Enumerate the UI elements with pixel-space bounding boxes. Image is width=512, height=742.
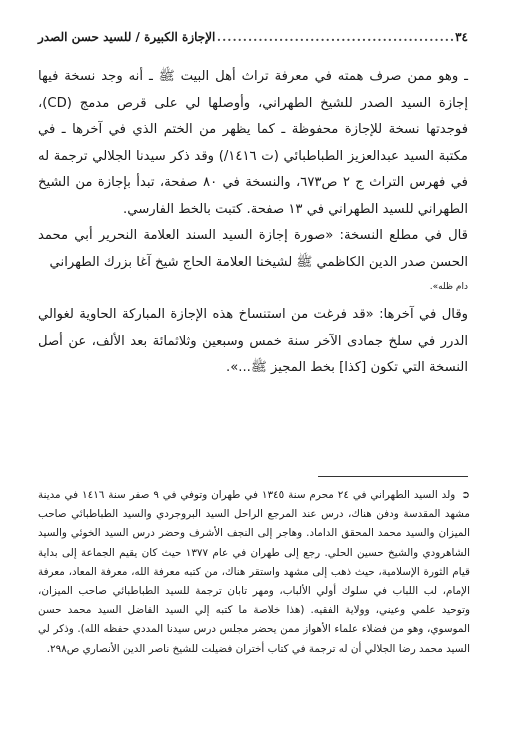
- footnote-separator: [318, 476, 468, 477]
- paragraph-2-continuation: دام ظله».: [429, 282, 468, 292]
- running-title: الإجازة الكبيرة / للسيد حسن الصدر: [38, 30, 216, 44]
- main-text: [38, 64, 468, 382]
- page-number: ٣٤: [455, 30, 468, 44]
- paragraph-1: ـ وهو ممن صرف همته في معرفة تراث أهل البيت ﷺ ـ أنه وجد نسخة فيها إجازة السيد الصدر للشيخ الطهراني، وأوصلها لي على قرص مدمج (CD)، فوجدتها نسخة للإجازة محفوظة ـ كما يظهر من الختم الذي في آخرها ـ في مكتبة السيد عبدالعزيز الطباطبائي (ت ١٤١٦/) وقد ذكر سيدنا الجلالي ترجمة له في فهرس التراث ج ٢ ص٦٧٣، والنسخة في ٨٠ صفحة، تبدأ بإجازة من الشيخ الطهراني للسيد الطهراني في ١٣ صفحة. كتبت بالخط الفارسي.: [38, 69, 468, 217]
- running-header: [38, 30, 468, 44]
- footnote-marker-icon: ➲: [461, 489, 470, 501]
- footnote-text: ولد السيد الطهراني في ٢٤ محرم سنة ١٣٤٥ في طهران وتوفي في ٩ صفر سنة ١٤١٦ في مدينة مشهد المقدسة ودفن هناك، درس عند المرجع الراحل السيد البروجردي والسيد الطباطبائي صاحب الميزان والسيد محمد المحقق الداماد. وهاجر إلى النجف الأشرف وحضر درس السيد الخوئي والسيد الشاهرودي والشيخ حسين الحلي. رجع إلى طهران في عام ١٣٧٧ حيث كان يقيم الجماعة إلى بداية قيام الثورة الإسلامية، حيث ذهب إلى مشهد واستقر هناك، من كتبه معرفة الله، معرفة المعاد، معرفة الإمام، لب اللباب في سلوك أولي الألباب، ومهر تابان ترجمة للسيد الطباطبائي صاحب الميزان، وتوحيد علمي وعيني، وولاية الفقيه. (هذا خلاصة ما كتبه إلي السيد الفاضل السيد محمد حسن الموسوي، وهو من فضلاء علماء الأهواز ممن يحضر مجلس درس سيدنا المددي حفظه الله). وذكر لي السيد محمد رضا الجلالي أن له ترجمة في كتاب أختران فضيلت للشيخ ناصر الدين الأنصاري ص٢٩٨.: [38, 489, 470, 655]
- header-leader-dots: ..............................................: [216, 30, 456, 44]
- footnote: [38, 486, 470, 659]
- paragraph-2: قال في مطلع النسخة: «صورة إجازة السيد السند العلامة النحرير أبي محمد الحسن صدر الدين الكاظمي ﷺ لشيخنا العلامة الحاج شيخ آغا بزرك الطهراني: [38, 228, 468, 270]
- paragraph-3: وقال في آخرها: «قد فرغت من استنساخ هذه الإجازة المباركة الحاوية لغوالي الدرر في سلخ جمادى الآخر سنة خمس وسبعين وثلاثمائة بعد الألف، عن أصل النسخة التي تكون [كذا] بخط المجيز ﷺ...».: [38, 307, 468, 375]
